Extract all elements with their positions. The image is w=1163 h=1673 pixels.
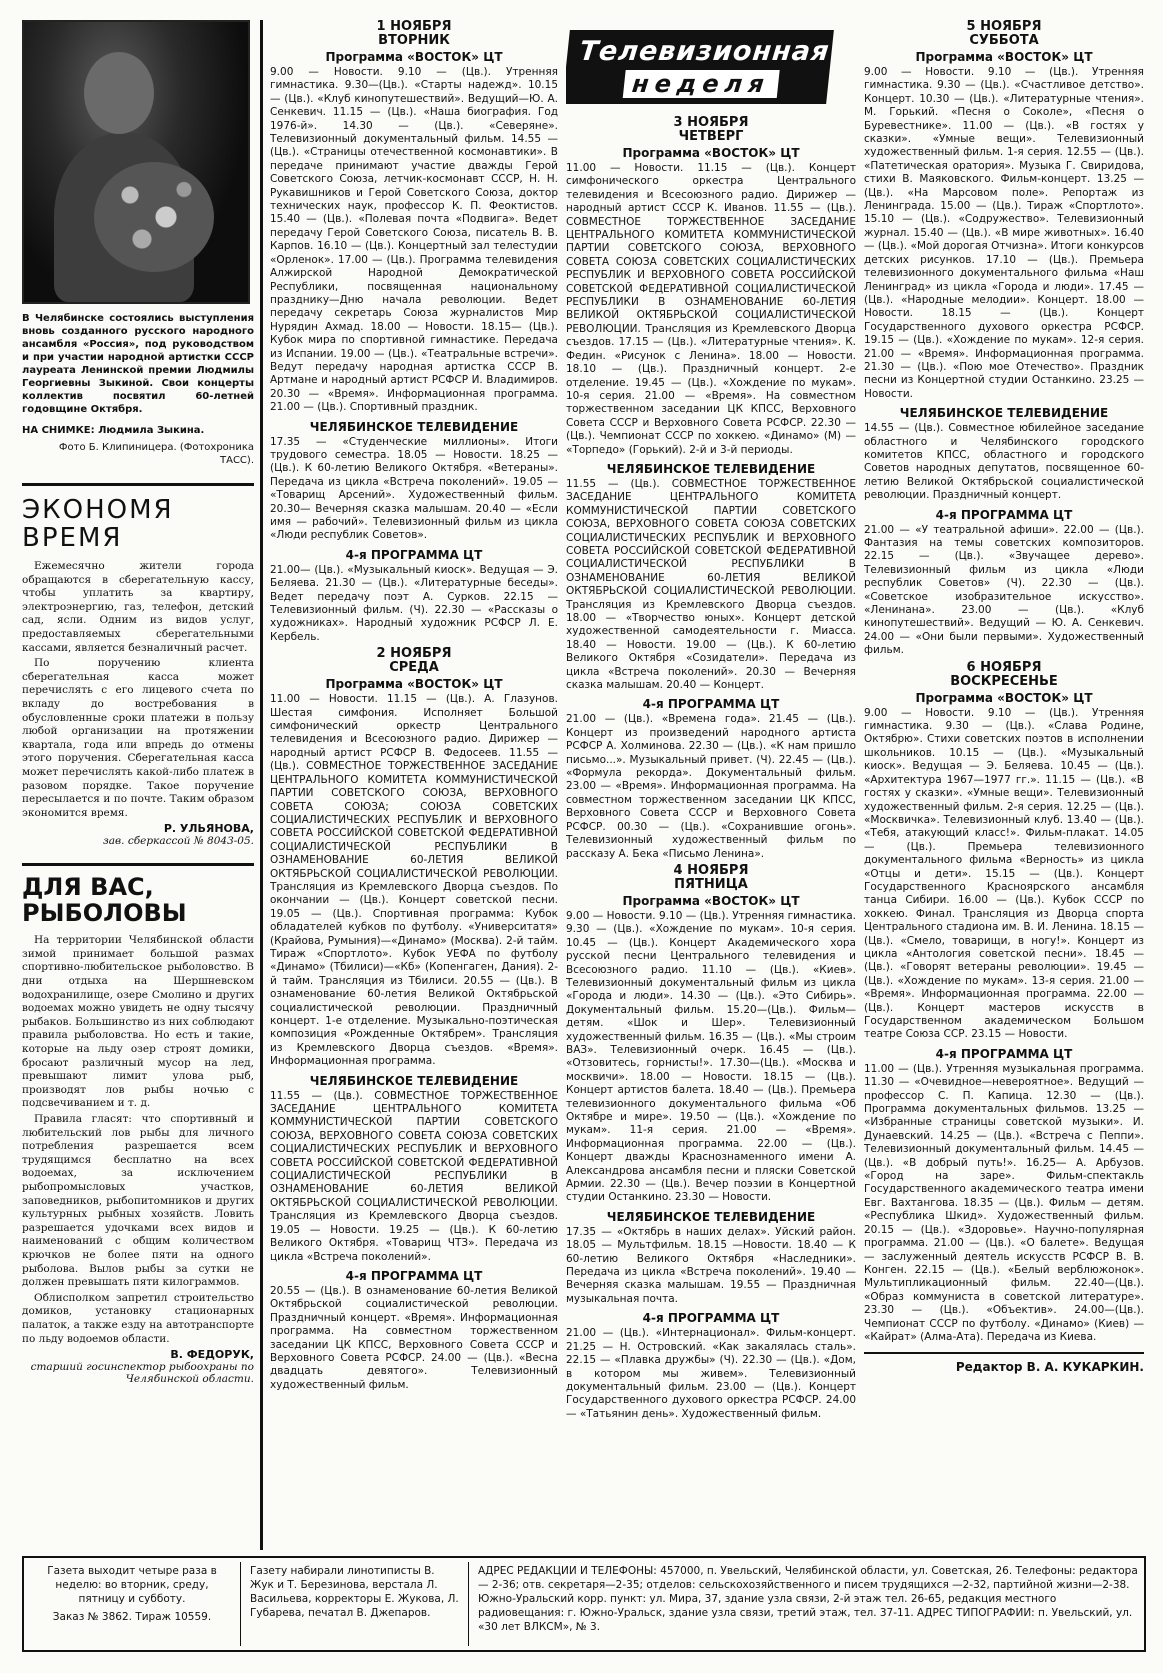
article-fishers-body [22, 934, 254, 1346]
schedule-entry: 11.00 — Новости. 11.15 — (Цв.). А. Глазунов. Шестая симфония. Исполняет Большой симфонический оркестр Центрального телевидения и Всесоюзного радио. Дирижер — народный артист РСФСР В. Федосеев. 11.55 — (Цв.). СОВМЕСТНОЕ ТОРЖЕСТВЕННОЕ ЗАСЕДАНИЕ ЦЕНТРАЛЬНОГО КОМИТЕТА КОММУНИСТИЧЕСКОЙ ПАРТИИ СОВЕТСКОГО СОЮЗА, ВЕРХОВНОГО СОВЕТА СОЮЗА; СОЮЗА СОВЕТСКИХ СОЦИАЛИСТИЧЕСКИХ РЕСПУБЛИК И ВЕРХОВНОГО СОВЕТА РОССИЙСКОЙ СОВЕТСКОЙ ФЕДЕРАТИВНОЙ СОЦИАЛИСТИЧЕСКОЙ РЕСПУБЛИКИ В ОЗНАМЕНОВАНИЕ 60-ЛЕТИЯ ВЕЛИКОЙ ОКТЯБРЬСКОЙ СОЦИАЛИСТИЧЕСКОЙ РЕВОЛЮЦИИ. Трансляция из Кремлевского Дворца съездов. По окончании — (Цв.). Концерт советской песни. 19.05 — (Цв.). Спортивная программа: Кубок обладателей кубков по футболу. «Университатя» (Крайова, Румыния)—«Динамо» (Москва). 2-й тайм. Тираж «Спортлото». Кубок УЕФА по футболу «Динамо» (Тбилиси)—«Кб» (Копенгаген, Дания). 2-й тайм. Трансляция из Тбилиси. 20.55 — (Цв.). В ознаменование 60-летия Великой Октябрьской социалистической революции. Праздничный концерт. 1-е отделение. Музыкально-поэтическая композиция «Рожденные Октябрем». Трансляция из Кремлевского Дворца съездов. «Время». Информационная программа. [270, 693, 558, 1068]
schedule-entry: 21.00 — (Цв.). «Интернационал». Фильм-концерт. 21.25 — Н. Островский. «Как закалялась сталь». 22.15 — «Плавка дружбы» (Ч). 22.30 — (Цв.). «Дом, в котором мы живем». Телевизионный документальный фильм. 23.00 — (Цв.). Концерт Государственного духового оркестра РСФСР. 24.00 — «Татьянин день». Художественный фильм. [566, 1327, 856, 1420]
section-heading: 4-я ПРОГРАММА ЦТ [345, 1268, 483, 1283]
photo-caption: В Челябинске состоялись выступления вновь созданного русского народного ансамбля «Россия», под руководством и при участии народной артистки СССР лауреата Ленинской премии Людмилы Георгиевны Зыкиной. Свои концерты коллектив посвятил 60-летней годовщине Октября. [22, 313, 254, 415]
tv-schedule-column-2-body [566, 116, 856, 1421]
editor-signature: Редактор В. А. КУКАРКИН. [864, 1352, 1144, 1374]
schedule-entry: 20.55 — (Цв.). В ознаменование 60-летия Великой Октябрьской социалистической революции. Праздничный концерт. «Время». Информационная программа. На совместном торжественном заседании ЦК КПСС, Верховного Совета СССР и Верховного Совета РСФСР. 24.00 — (Цв.). «Весна двадцать девятого». Телевизионный художественный фильм. [270, 1284, 558, 1391]
article-author-post: зав. сберкассой № 8043-05. [103, 835, 254, 848]
tv-schedule-column-1 [270, 20, 558, 1550]
photo-credit: Фото Б. Клипиницера. (Фотохроника ТАСС). [58, 442, 254, 466]
column-divider [260, 20, 263, 1550]
newspaper-footer [22, 1556, 1146, 1652]
masthead-line-2: неделя [623, 70, 779, 98]
tv-schedule-column-3 [864, 20, 1144, 1550]
day-heading: 3 НОЯБРЯ [673, 115, 749, 130]
schedule-entry: 9.00 — Новости. 9.10 — (Цв.). Утренняя гимнастика. 9.30 — (Цв.). «Хождение по мукам». 10-я серия. 10.45 — (Цв.). Концерт Академического хора русской песни Центрального телевидения и Всесоюзного радио. 11.10 — (Цв.). «Киев». Телевизионный документальный фильм из цикла «Города и люди». 14.30 — (Цв.). «Это Сибирь». Документальный фильм. 15.20—(Цв.). Фильм—детям. «Шок и Шер». Телевизионный художественный фильм. 16.35 — (Цв.). «Мы строим ВАЗ». Телевизионный очерк. 16.45 — (Цв.). «Отзовитесь, горнисты!». 17.30—(Цв.). «Москва и москвичи». 18.00 — Новости. 18.15 — (Цв.). Концерт артистов балета. 18.40 — (Цв.). Премьера телевизионного документального фильма «Об Октябре и мире». 19.50 — (Цв.). «Хождение по мукам». 11-я серия. 21.00 — «Время». Информационная программа. 22.00 — (Цв.). Концерт дважды Краснознаменного имени А. Александрова ансамбля песни и пляски Советской Армии. 22.30 — (Цв.). Вечер поэзии в Концертной студии Останкино. 23.30 — Новости. [566, 909, 856, 1204]
article-paragraph: Правила гласят: что спортивный и любительский лов рыбы для личного потребления разрешается всем трудящимся бесплатно на всех водоемах, за исключением рыбопромысловых участков, заповедников, рыбопитомников и других культурных рыбных хозяйств. Ловить разрешается удочками всех видов и наименований с общим количеством крючков не более пяти на одного рыболова. Вылов рыбы за сутки не должен превышать пяти килограммов. [22, 1113, 254, 1289]
program-heading: Программа «ВОСТОК» ЦТ [325, 50, 503, 64]
section-heading: ЧЕЛЯБИНСКОЕ ТЕЛЕВИДЕНИЕ [899, 406, 1109, 421]
section-heading: 4-я ПРОГРАММА ЦТ [642, 1311, 780, 1326]
photo-lyudmila-zykina [22, 20, 250, 304]
photo-caption-subject: НА СНИМКЕ: Людмила Зыкина. [22, 425, 205, 436]
article-economy-body [22, 560, 254, 820]
section-heading: ЧЕЛЯБИНСКОЕ ТЕЛЕВИДЕНИЕ [606, 461, 816, 476]
footer-staff: Газету набирали линотиписты В. Жук и Т. Березинова, верстала Л. Васильева, корректоры Е. Жукова, Л. Губарева, печатал В. Джепаров. [250, 1565, 459, 1619]
schedule-entry: 9.00 — Новости. 9.10 — (Цв.). Утренняя гимнастика. 9.30—(Цв.). «Старты надежд». 10.15 — (Цв.). «Клуб кинопутешествий». Ведущий—Ю. А. Сенкевич. 11.15 — (Цв.). «Наша биография. Год 1976-й». 14.30 — (Цв.). «Северяне». Телевизионный документальный фильм. 14.55 — (Цв.). «Страницы отечественной космонавтики». В передаче принимают участие дважды Герой Советского Союза, летчик-космонавт СССР, Н. Н. Рукавишников и Герой Советского Союза, доктор технических наук, профессор К. П. Феоктистов. 15.40 — (Цв.). «Полевая почта «Подвига». Ведет передачу Герой Советского Союза, писатель В. В. Карпов. 16.10 — (Цв.). Концертный зал телестудии «Орленок». 17.00 — (Цв.). Программа телевидения Алжирской Народной Демократической Республики, посвященная национальному празднику—Дню начала революции. Ведет передачу секретарь Союза журналистов Мир Нурядин Ахмад. 18.00 — Новости. 18.15— (Цв.). Кубок мира по спортивной гимнастике. Передача из Испании. 19.00 — (Цв.). «Театральные встречи». Ведут передачу народная артистка СССР В. Артмане и народный артист РСФСР И. Владимиров. 20.30 — «Время». Информационная программа. 21.00 — (Цв.). Спортивный праздник. [270, 66, 558, 414]
article-paragraph: По поручению клиента сберегательная касса может перечислять с его лицевого счета по вкладу до востребования в обусловленные сроки платежи в пользу любой организации на протяжении квартала, года или впредь до отмены этого поручения. Сберегательная касса может перечислять какой-либо платеж в разовом порядке. Такое поручение пересылается и по почте. Таким образом экономится время. [22, 657, 254, 819]
article-headline-fishers: ДЛЯ ВАС, РЫБОЛОВЫ [22, 863, 254, 926]
program-heading: Программа «ВОСТОК» ЦТ [325, 677, 503, 692]
section-heading: ЧЕЛЯБИНСКОЕ ТЕЛЕВИДЕНИЕ [606, 1209, 816, 1224]
footer-address: АДРЕС РЕДАКЦИИ И ТЕЛЕФОНЫ: 457000, п. Увельский, Челябинской области, ул. Советская, 26. Телефоны: редактора — 2-36; отв. секретаря—2-35; отделов: сельскохозяйственного и писем трудящихся —2-32, партийной жизни—2-38. Южно-Уральский корр. пункт: ул. Мира, 37, здание узла связи, 2-й этаж тел. 26-65, редакция местного радиовещания: г. Южно-Уральск, здание узла связи, третий этаж, тел. 37-11. АДРЕС ТИПОГРАФИИ: п. Увельский, ул. «30 лет ВЛКСМ», № 3. [478, 1565, 1138, 1633]
schedule-entry: 11.55 — (Цв.). СОВМЕСТНОЕ ТОРЖЕСТВЕННОЕ ЗАСЕДАНИЕ ЦЕНТРАЛЬНОГО КОМИТЕТА КОММУНИСТИЧЕСКОЙ ПАРТИИ СОВЕТСКОГО СОЮЗА, ВЕРХОВНОГО СОВЕТА СОЮЗА СОВЕТСКИХ СОЦИАЛИСТИЧЕСКИХ РЕСПУБЛИК И ВЕРХОВНОГО СОВЕТА РОССИЙСКОЙ СОВЕТСКОЙ ФЕДЕРАТИВНОЙ СОЦИАЛИСТИЧЕСКОЙ РЕСПУБЛИКИ В ОЗНАМЕНОВАНИЕ 60-ЛЕТИЯ ВЕЛИКОЙ ОКТЯБРЬСКОЙ СОЦИАЛИСТИЧЕСКОЙ РЕВОЛЮЦИИ. Трансляция из Кремлевского Дворца съездов. 18.00 — «Творчество юных». Концерт детской художественной самодеятельности г. Миасса. 18.40 — Новости. 19.00 — (Цв.). К 60-летию Великого Октября «Созидатели». Передача из цикла «Встреча поколений». 20.30 — Вечерняя сказка малышам. 20.40 — Концерт. [566, 477, 856, 692]
footer-divider [468, 1562, 469, 1646]
schedule-entry: 14.55 — (Цв.). Совместное юбилейное заседание областного и Челябинского городского комитетов КПСС, областного и городского Советов народных депутатов, посвященное 60-летию Великой Октябрьской социалистической революции. Праздничный концерт. [864, 422, 1144, 502]
footer-publication-info [32, 1564, 232, 1644]
article-author: Р. УЛЬЯНОВА, [163, 822, 254, 836]
article-paragraph: Облисполком запретил строительство домиков, установку стационарных палаток, а также езду на автотранспорте по льду водоемов области. [22, 1291, 254, 1345]
schedule-entry: 17.35 — «Октябрь в наших делах». Уйский район. 18.05 — Мультфильм. 18.15 —Новости. 18.40 — К 60-летию Великого Октября «Наследники». Передача из цикла «Встреча поколений». 19.40 — Вечерняя сказка малышам. 19.55 — Праздничная музыкальная почта. [566, 1225, 856, 1305]
left-column [22, 20, 254, 1550]
section-heading: 4-я ПРОГРАММА ЦТ [935, 1046, 1073, 1061]
day-heading: ВОСКРЕСЕНЬЕ [950, 673, 1058, 689]
schedule-entry: 9.00 — Новости. 9.10 — (Цв.). Утренняя гимнастика. 9.30 — (Цв.). «Слава Родине, Октябрю». Стихи советских поэтов в исполнении школьников. 10.15 — (Цв.). «Музыкальный киоск». Ведущая — Э. Беляева. 10.45 — (Цв.). «Архитектура 1967—1977 гг.». 11.15 — (Цв.). «В гостях у сказки». «Умные вещи». Телевизионный художественный фильм. 2-я серия. 12.25 — (Цв.). «Москвичка». Телевизионный клуб. 13.40 — (Цв.). «Тебя, атакующий класс!». Фильм-плакат. 14.05 — (Цв.). Премьера телевизионного документального фильма «Верность» из цикла «Отцы и дети». 15.15 — (Цв.). Концерт Государственного Красноярского ансамбля танца Сибири. 16.00 — (Цв.). Кубок СССР по хоккею. Финал. Трансляция из Дворца спорта Центрального стадиона им. В. И. Ленина. 18.15 —(Цв.). «Смело, товарищи, в ногу!». Концерт из цикла «Антология советской песни». 18.45 — (Цв.). «Говорят ветераны революции». 19.45 — (Цв.). «Хождение по мукам». 13-я серия. 21.00 — «Время». Информационная программа. 22.00 — (Цв.). Концерт мастеров искусств в Государственном академическом Большом театре Союза ССР. 23.15 — Новости. [864, 706, 1144, 1041]
program-heading: Программа «ВОСТОК» ЦТ [622, 146, 800, 160]
schedule-entry: 21.00 — «У театральной афиши». 22.00 — (Цв.). Фантазия на темы советских композиторов. 22.15 — (Цв.). «Звучащее дерево». Телевизионный фильм из цикла «Люди республик Советов» (Ч). 22.30 — (Цв.). «Советское изобразительное искусство». «Ленинана». 23.00 — (Цв.). «Клуб кинопутешествий». Ведущий — Ю. А. Сенкевич. 24.00 — «Они были первыми». Художественный фильм. [864, 523, 1144, 657]
schedule-entry: 9.00 — Новости. 9.10 — (Цв.). Утренняя гимнастика. 9.30 — (Цв.). «Счастливое детство». Концерт. 10.30 — (Цв.). «Литературные чтения». М. Горький. «Песня о Соколе», «Песня о Буревестнике». 11.00 — (Цв.). «В гостях у сказки». «Умные вещи». Телевизионный художественный фильм. 1-я серия. 12.55 — (Цв.). «Патетическая оратория». Музыка Г. Свиридова, стихи В. Маяковского. Фильм-концерт. 13.25 — (Цв.). «На Марсовом поле». Репортаж из Ленинграда. 15.00 — (Цв.). Тираж «Спортлото». 15.10 — (Цв.). «Содружество». Телевизионный журнал. 15.40 — (Цв.). «В мире животных». 16.40 — (Цв.). «Мой дорогая Отчизна». Итоги конкурсов детских рисунков. 17.10 — (Цв.). Премьера телевизионного документального фильма «Наш Ленинград» из цикла «Города и люди». 17.45 — (Цв.). «Народные мелодии». Концерт. 18.00 — Новости. 18.15 — (Цв.). Концерт Государственного духового оркестра РСФСР. 19.15 — (Цв.). «Хождение по мукам». 12-я серия. 21.00 — «Время». Информационная программа. 21.30 — (Цв.). «Пою мое Отечество». Праздник песни из Концертной студии Останкино. 23.25 — Новости. [864, 66, 1144, 400]
section-heading: ЧЕЛЯБИНСКОЕ ТЕЛЕВИДЕНИЕ [309, 1073, 519, 1088]
day-heading: ЧЕТВЕРГ [678, 129, 744, 144]
day-heading: СУББОТА [969, 33, 1039, 48]
article-author: В. ФЕДОРУК, [170, 1348, 254, 1362]
program-heading: Программа «ВОСТОК» ЦТ [622, 893, 800, 908]
schedule-entry: 11.55 — (Цв.). СОВМЕСТНОЕ ТОРЖЕСТВЕННОЕ ЗАСЕДАНИЕ ЦЕНТРАЛЬНОГО КОМИТЕТА КОММУНИСТИЧЕСКОЙ ПАРТИИ СОВЕТСКОГО СОЮЗА, ВЕРХОВНОГО СОВЕТА СОЮЗА СОВЕТСКИХ СОЦИАЛИСТИЧЕСКИХ РЕСПУБЛИК И ВЕРХОВНОГО СОВЕТА РОССИЙСКОЙ СОВЕТСКОЙ ФЕДЕРАТИВНОЙ СОЦИАЛИСТИЧЕСКОЙ РЕСПУБЛИКИ В ОЗНАМЕНОВАНИЕ 60-ЛЕТИЯ ВЕЛИКОЙ ОКТЯБРЬСКОЙ СОЦИАЛИСТИЧЕСКОЙ РЕВОЛЮЦИИ. Трансляция из Кремлевского Дворца съездов. 19.05 — Новости. 19.25 — (Цв.). К 60-летию Великого Октября. «Товарищ ЧТЗ». Передача из цикла «Встреча поколений». [270, 1089, 558, 1263]
tv-schedule-column-2 [566, 20, 856, 1550]
footer-order: Заказ № 3862. Тираж 10559. [52, 1611, 212, 1623]
day-heading: 2 НОЯБРЯ [376, 646, 452, 662]
article-author-post: старший госинспектор рыбоохраны по Челябинской области. [30, 1361, 254, 1386]
day-heading: ПЯТНИЦА [674, 876, 748, 892]
tv-week-masthead [566, 30, 834, 104]
section-heading: ЧЕЛЯБИНСКОЕ ТЕЛЕВИДЕНИЕ [309, 419, 519, 434]
day-heading: 6 НОЯБРЯ [966, 659, 1042, 675]
section-heading: 4-я ПРОГРАММА ЦТ [642, 697, 780, 712]
day-heading: 5 НОЯБРЯ [966, 20, 1042, 34]
masthead-line-1: Телевизионная [578, 36, 832, 67]
tv-schedule-column-3-body [864, 20, 1144, 1344]
program-heading: Программа «ВОСТОК» ЦТ [915, 690, 1093, 705]
section-heading: 4-я ПРОГРАММА ЦТ [935, 507, 1073, 522]
schedule-entry: 11.00 — Новости. 11.15 — (Цв.). Концерт симфонического оркестра Центрального телевидения и Всесоюзного радио. Дирижер — народный артист СССР К. Иванов. 11.55 — (Цв.). СОВМЕСТНОЕ ТОРЖЕСТВЕННОЕ ЗАСЕДАНИЕ ЦЕНТРАЛЬНОГО КОМИТЕТА КОММУНИСТИЧЕСКОЙ ПАРТИИ СОВЕТСКОГО СОЮЗА, ВЕРХОВНОГО СОВЕТА СОЮЗА СОВЕТСКИХ СОЦИАЛИСТИЧЕСКИХ РЕСПУБЛИК И ВЕРХОВНОГО СОВЕТА РОССИЙСКОЙ СОВЕТСКОЙ ФЕДЕРАТИВНОЙ СОЦИАЛИСТИЧЕСКОЙ РЕСПУБЛИКИ В ОЗНАМЕНОВАНИЕ 60-ЛЕТИЯ ВЕЛИКОЙ ОКТЯБРЬСКОЙ СОЦИАЛИСТИЧЕСКОЙ РЕВОЛЮЦИИ. Трансляция из Кремлевского Дворца съездов. 17.15 — (Цв.). «Литературные чтения». К. Федин. «Рисунок с Ленина». 18.00 — Новости. 18.10 — (Цв.). Праздничный концерт. 2-е отделение. 19.45 — (Цв.). «Хождение по мукам». 10-я серия. 21.00 — «Время». На совместном торжественном заседании ЦК КПСС, Верховного Совета СССР и Верховного Совета РСФСР. 22.30 —(Цв.). Чемпионат СССР по хоккею. «Динамо» (М) — «Торпедо» (Горький). 2-й и 3-й периоды. [566, 162, 856, 456]
program-heading: Программа «ВОСТОК» ЦТ [915, 50, 1093, 64]
article-paragraph: На территории Челябинской области зимой принимает большой размах спортивно-любительское рыболовство. В дни отдыха на Шершневском водохранилище, озере Смолино и других водоемах можно увидеть не одну тысячу рыбаков. Большинство из них соблюдают правила рыболовства. Но есть и такие, которые на льду озер строят домики, бросают различный мусор на лед, превышают лимит улова рыб, производят лов рыбы ночью с подсвечиванием и т. д. [22, 934, 254, 1110]
schedule-entry: 11.00 — (Цв.). Утренняя музыкальная программа. 11.30 — «Очевидное—невероятное». Ведущий — профессор С. П. Капица. 12.30 — (Цв.). Программа документальных фильмов. 13.25 — «Избранные страницы советской музыки». И. Дунаевский. 14.25 — (Цв.). «Встреча с Пеппи». Телевизионный документальный фильм. 14.45 — (Цв.). «В добрый путь!». 16.25— А. Арбузов. «Город на заре». Фильм-спектакль Государственного академического театра имени Евг. Вахтангова. 18.35 — (Цв.). Фильм — детям. «Республика Шкид». Художественный фильм. 20.15 — (Цв.). «Здоровье». Научно-популярная программа. 21.00 — (Цв.). «О балете». Ведущая — заслуженный деятель искусств РСФСР В. В. Конген. 22.15 — (Цв.). «Белый верблюжонок». Мультипликационный фильм. 22.40—(Цв.). «Образ коммуниста в советской литературе». 23.30 — (Цв.). «Объектив». 24.00—(Цв.). Чемпионат СССР по футболу. «Динамо» (Киев) — «Кайрат» (Алма-Ата). Передача из Киева. [864, 1062, 1144, 1343]
schedule-entry: 21.00— (Цв.). «Музыкальный киоск». Ведущая — Э. Беляева. 21.30 — (Цв.). «Литературные беседы». Ведет передачу поэт А. Сурков. 22.15 — Телевизионный фильм. (Ч). 22.30 — «Рассказы о художниках». Народный художник РСФСР Л. Е. Кербель. [270, 563, 558, 643]
article-paragraph: Ежемесячно жители города обращаются в сберегательную кассу, чтобы уплатить за квартиру, электроэнергию, газ, телефон, детский сад, ясли. Одним из видов услуг, предоставляемых сберегательными кассами, является безналичный расчет. [22, 560, 254, 654]
day-heading: 4 НОЯБРЯ [673, 862, 749, 878]
article-headline-economy: ЭКОНОМЯ ВРЕМЯ [22, 483, 254, 552]
schedule-entry: 21.00 — (Цв.). «Времена года». 21.45 — (Цв.). Концерт из произведений народного артиста РСФСР А. Холминова. 22.30 — (Цв.). «К нам пришло письмо...». Музыкальный привет. (Ч). 22.45 — (Цв.). «Формула рекорда». Документальный фильм. 23.00 — «Время». Информационная программа. На совместном торжественном заседании ЦК КПСС, Верховного Совета СССР и Верховного Совета РСФСР. 00.30 — (Цв.). «Сохранившие огонь». Телевизионный художественный фильм по рассказу А. Бека «Письмо Ленина». [566, 713, 856, 860]
schedule-entry: 17.35 — «Студенческие миллионы». Итоги трудового семестра. 18.05 — Новости. 18.25 — (Цв.). К 60-летию Великого Октября. «Ветераны». Передача из цикла «Встреча поколений». 19.05 — «Товарищ Арсений». Художественный фильм. 20.30— Вечерняя сказка малышам. 20.40 — «Если имя — рабочий». Телевизионный фильм из цикла «Люди республик Советов». [270, 435, 558, 542]
day-heading: СРЕДА [389, 660, 439, 676]
day-heading: ВТОРНИК [378, 33, 450, 48]
footer-divider [240, 1562, 241, 1646]
footer-schedule: Газета выходит четыре раза в неделю: во вторник, среду, пятницу и субботу. [47, 1565, 217, 1605]
section-heading: 4-я ПРОГРАММА ЦТ [345, 547, 483, 562]
day-heading: 1 НОЯБРЯ [376, 20, 452, 34]
